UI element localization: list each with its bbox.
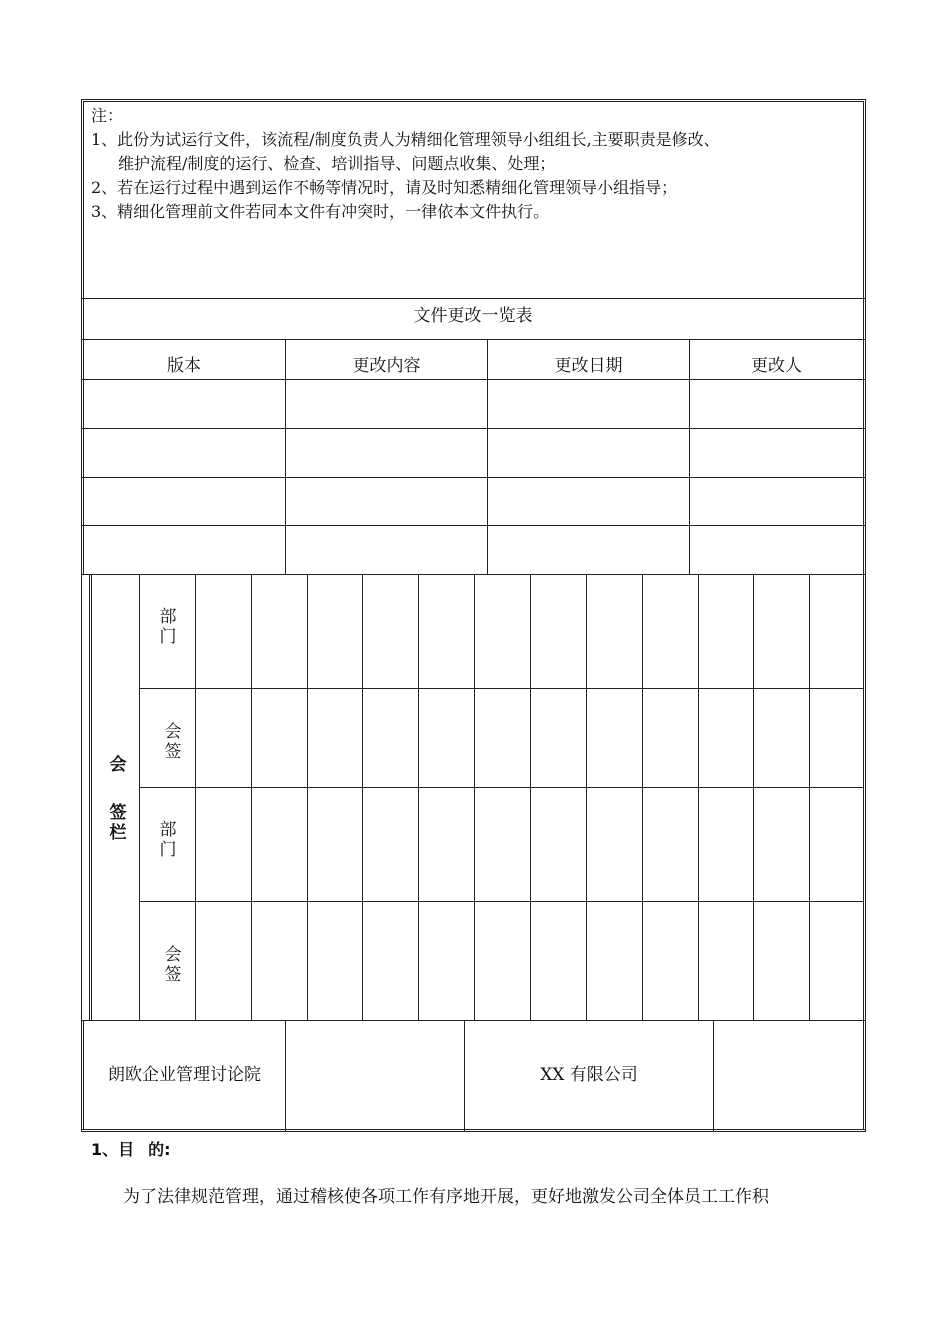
footer-col-rule bbox=[713, 1020, 714, 1131]
change-table-title-rule bbox=[81, 339, 866, 340]
notes-item-1-continued: 维护流程/制度的运行、检查、培训指导、问题点收集、处理； bbox=[118, 154, 556, 173]
signoff-col-rule bbox=[586, 574, 587, 1020]
signoff-row-rule bbox=[139, 787, 864, 788]
section-1-heading bbox=[91, 1137, 171, 1160]
change-table-header-version: 版本 bbox=[167, 356, 201, 376]
signoff-row-label-signature: 会 签 bbox=[164, 722, 182, 762]
footer-col-rule bbox=[285, 1020, 286, 1131]
frame-right-inner bbox=[863, 101, 864, 1130]
change-table-col-rule bbox=[285, 339, 286, 575]
change-table-col-rule bbox=[487, 339, 488, 575]
footer-top-rule bbox=[81, 1020, 866, 1021]
change-table-top-rule bbox=[81, 298, 866, 299]
frame-left-outer bbox=[81, 99, 82, 1132]
signoff-col-rule bbox=[418, 574, 419, 1020]
footer-right-organization: XX 有限公司 bbox=[540, 1065, 638, 1085]
section-1-paragraph: 为了法律规范管理，通过稽核使各项工作有序地开展，更好地激发公司全体员工工作积 bbox=[123, 1187, 769, 1207]
frame-left-inner bbox=[83, 101, 84, 575]
change-table-row-rule bbox=[81, 525, 866, 526]
signoff-col-rule bbox=[362, 574, 363, 1020]
signoff-col-rule bbox=[307, 574, 308, 1020]
signoff-col-rule bbox=[753, 574, 754, 1020]
signoff-row-label-signature: 会 签 bbox=[164, 945, 182, 985]
notes-label: 注： bbox=[91, 106, 124, 125]
signoff-row-label-department: 部 门 bbox=[159, 607, 177, 647]
footer-left-organization: 朗欧企业管理讨论院 bbox=[108, 1065, 261, 1085]
signoff-col-rule bbox=[251, 574, 252, 1020]
signoff-row-rule bbox=[139, 688, 864, 689]
frame-right-outer bbox=[865, 99, 866, 1132]
signoff-label-divider bbox=[139, 574, 140, 1020]
signoff-section-label-bottom: 签 栏 bbox=[109, 803, 127, 843]
section-1-heading-word: 的: bbox=[148, 1140, 171, 1159]
change-table-col-rule bbox=[689, 339, 690, 575]
notes-block bbox=[91, 104, 720, 224]
section-1-heading-number: 1、目 bbox=[91, 1140, 135, 1159]
notes-item-3: 3、精细化管理前文件若同本文件有冲突时，一律依本文件执行。 bbox=[91, 202, 550, 221]
signoff-col-rule bbox=[809, 574, 810, 1020]
change-table-header-editor: 更改人 bbox=[751, 356, 802, 376]
signoff-col-rule bbox=[195, 574, 196, 1020]
change-table-header-date: 更改日期 bbox=[554, 356, 623, 376]
signoff-col-rule bbox=[474, 574, 475, 1020]
change-table-title: 文件更改一览表 bbox=[413, 306, 533, 326]
frame-top-inner bbox=[83, 101, 864, 102]
change-table-row-rule bbox=[81, 428, 866, 429]
footer-bottom-rule-inner bbox=[81, 1129, 866, 1130]
signoff-col-rule bbox=[642, 574, 643, 1020]
signoff-col-rule bbox=[530, 574, 531, 1020]
signoff-col-rule bbox=[698, 574, 699, 1020]
signoff-section-label-top: 会 bbox=[109, 755, 127, 775]
change-table-header-content: 更改内容 bbox=[352, 356, 421, 376]
frame-top-outer bbox=[81, 99, 866, 100]
footer-bottom-rule-outer bbox=[81, 1131, 866, 1132]
change-table-row-rule bbox=[81, 477, 866, 478]
notes-item-1: 1、此份为试运行文件，该流程/制度负责人为精细化管理领导小组组长,主要职责是修改、 bbox=[91, 130, 720, 149]
notes-item-2: 2、若在运行过程中遇到运作不畅等情况时，请及时知悉精细化管理领导小组指导； bbox=[91, 178, 678, 197]
signoff-row-label-department: 部 门 bbox=[159, 820, 177, 860]
signoff-left-rule bbox=[89, 574, 90, 1020]
signoff-left-rule-inner bbox=[91, 574, 92, 1020]
signoff-row-rule bbox=[139, 901, 864, 902]
change-table-row-rule bbox=[81, 379, 866, 380]
